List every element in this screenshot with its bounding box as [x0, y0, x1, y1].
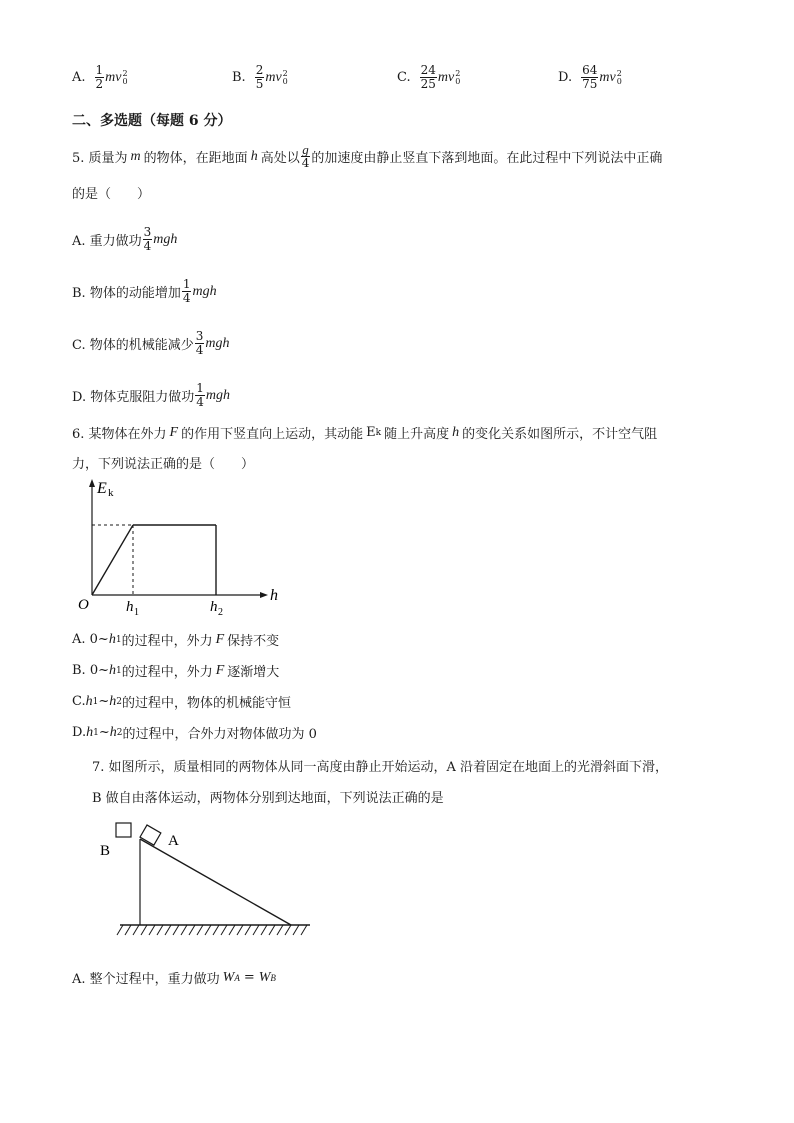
fraction: $\frac{3}{4}$: [195, 329, 204, 357]
block-a: [140, 825, 161, 845]
option-label: C. 物体的机械能减少: [72, 338, 194, 353]
fraction-g-4: $\frac{g}{4}$: [301, 142, 310, 170]
var-m: m: [130, 148, 141, 164]
q4-option-a: A. $\frac{1}{2}$ mv 2 0: [72, 63, 128, 91]
incline-slope: [140, 839, 291, 925]
q5-stem-line2: 的是（ ）: [72, 187, 151, 202]
text: 的物体，在距地面: [143, 151, 248, 166]
var-F: F: [169, 424, 179, 440]
var-Ek: E: [366, 425, 376, 440]
fraction: $\frac{1}{4}$: [196, 381, 204, 409]
x-axis-arrow: [260, 592, 268, 598]
rising-segment: [92, 525, 133, 595]
y-label-sub: k: [108, 487, 114, 499]
option-label: A. 重力做功: [72, 234, 142, 249]
expr: mv: [437, 69, 455, 85]
sub: k: [375, 427, 382, 438]
option-label: C.: [72, 694, 86, 709]
var-h: h: [250, 148, 258, 164]
text: 的变化关系如图所示，不计空气阻: [462, 427, 658, 442]
q6-option-c: C. h 1 ~ h 2 的过程中，物体的机械能守恒: [72, 693, 292, 711]
option-label: B. 物体的动能增加: [72, 286, 181, 301]
tick-h2-sub: 2: [218, 607, 223, 618]
text: 5. 质量为: [72, 151, 128, 166]
q4-option-c: C. $\frac{24}{25}$ mv 2 0: [397, 63, 461, 91]
y-label: E: [97, 480, 107, 497]
q7-stem-line1: 7. 如图所示，质量相同的两物体从同一高度由静止开始运动，A 沿着固定在地面上的光滑斜面下滑，: [92, 760, 669, 775]
option-letter: D.: [558, 70, 573, 85]
expr: mv: [599, 69, 616, 85]
q7-stem-line2: B 做自由落体运动，两物体分别到达地面，下列说法正确的是: [92, 791, 444, 806]
q5-option-d: [72, 382, 230, 409]
text: 6. 某物体在外力: [72, 427, 167, 442]
fraction: $\frac{1}{2}$: [95, 63, 104, 91]
tick-h1-sub: 1: [134, 607, 139, 618]
var-h: h: [452, 424, 460, 440]
expr: mgh: [205, 335, 230, 351]
y-axis-arrow: [89, 479, 95, 487]
x-label: h: [270, 587, 278, 604]
text: 的作用下竖直向上运动，其动能: [181, 427, 364, 442]
option-label: A. 0~: [72, 632, 109, 647]
option-label: D.: [72, 725, 87, 740]
q5-option-b: [72, 278, 217, 305]
text: 高处以: [260, 151, 300, 166]
expr: mgh: [205, 387, 230, 403]
q6-option-d: D. h 1 ~ h 2 的过程中，合外力对物体做功为 0: [72, 724, 317, 742]
option-letter: A.: [72, 70, 86, 85]
text: 随上升高度: [384, 427, 450, 442]
q4-option-d: D. $\frac{64}{75}$ mv 2 0: [558, 63, 622, 91]
option-label: B. 0~: [72, 663, 109, 678]
fraction: $\frac{64}{75}$: [582, 63, 598, 91]
q5-stem-line1: [72, 143, 662, 170]
q5-option-a: [72, 226, 177, 253]
option-label: D. 物体克服阻力做功: [72, 390, 195, 405]
label-a: A: [168, 833, 179, 849]
block-b: [116, 823, 131, 837]
expr: mv: [105, 69, 122, 85]
fraction: $\frac{24}{25}$: [420, 63, 436, 91]
q5-option-c: [72, 330, 230, 357]
q4-option-b: B. $\frac{2}{5}$ mv 2 0: [232, 63, 288, 91]
ek-h-graph: [70, 475, 280, 620]
label-b: B: [100, 843, 111, 859]
fraction: $\frac{3}{4}$: [143, 225, 152, 253]
q7-option-a: A. 整个过程中，重力做功 W A = W B: [72, 969, 276, 987]
option-letter: C.: [397, 70, 411, 85]
expr: mgh: [192, 283, 217, 299]
expr: mgh: [153, 231, 178, 247]
tick-h2: h: [210, 599, 218, 615]
fraction: $\frac{2}{5}$: [255, 63, 264, 91]
q6-option-b: B. 0~ h 1 的过程中，外力 F 逐渐增大: [72, 662, 280, 680]
q6-stem-line2: 力，下列说法正确的是（ ）: [72, 457, 255, 472]
section-heading: 二、多选题（每题 6 分）: [72, 113, 232, 129]
incline-diagram: [95, 815, 320, 945]
tick-h1: h: [126, 599, 134, 615]
option-letter: B.: [232, 70, 246, 85]
q6-stem-line1: [72, 423, 657, 442]
fraction: $\frac{1}{4}$: [182, 277, 191, 305]
origin-label: O: [78, 597, 89, 613]
text: 的加速度由静止竖直下落到地面。在此过程中下列说法中正确: [311, 151, 663, 166]
expr: mv: [265, 69, 282, 85]
q6-option-a: A. 0~ h 1 的过程中，外力 F 保持不变: [72, 631, 280, 649]
ground-hatching: [117, 925, 307, 935]
option-label: A. 整个过程中，重力做功: [72, 972, 220, 987]
